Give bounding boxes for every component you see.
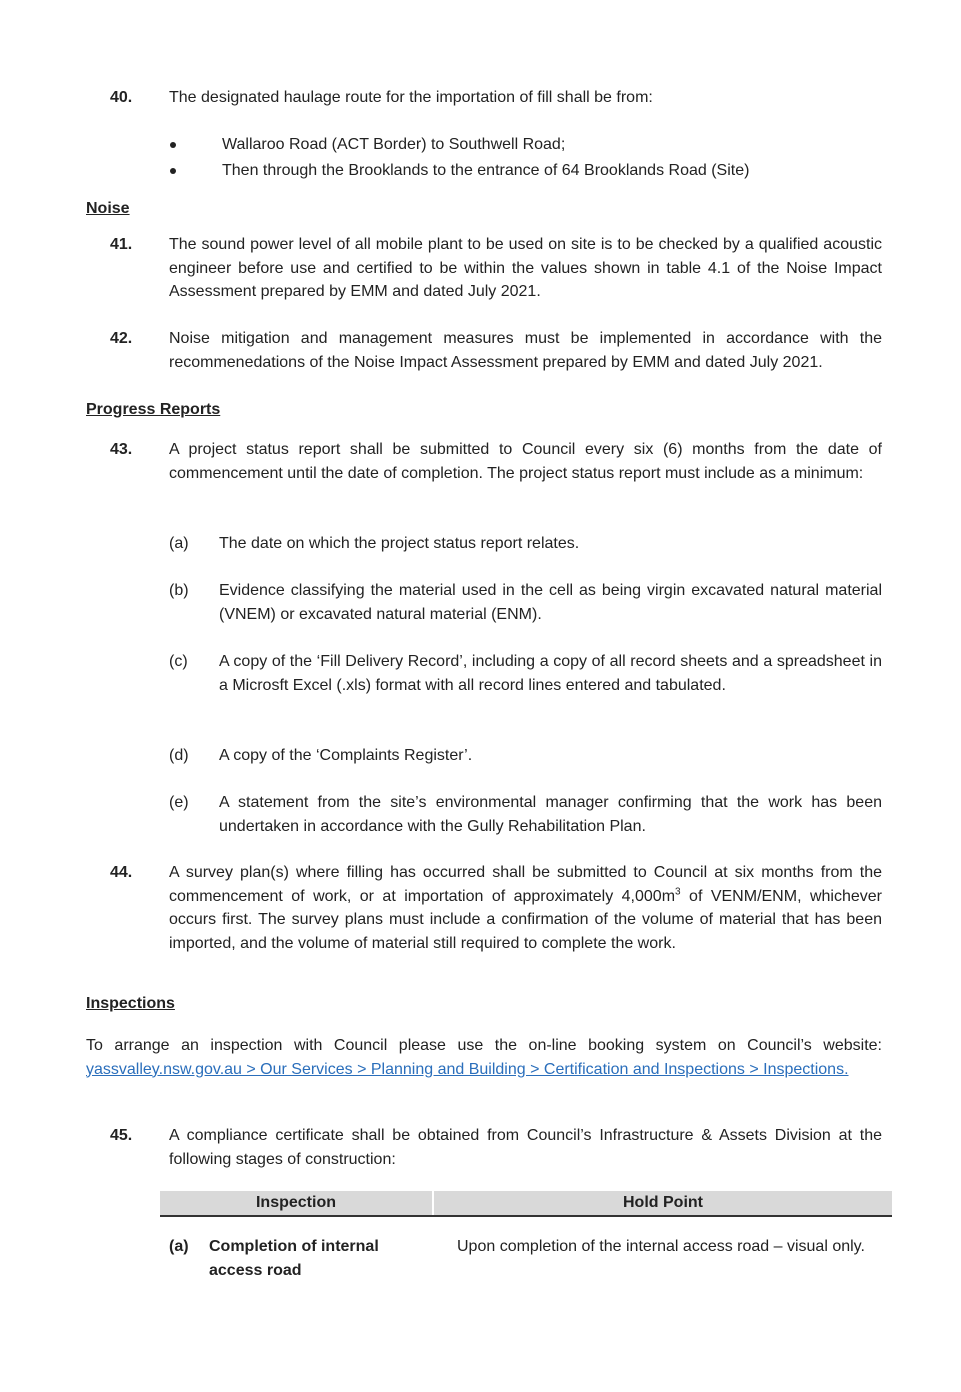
item-45-text: A compliance certificate shall be obtained from Council’s Infrastructure & Assets Division at the following stages of construction: [169,1127,882,1168]
item-40-number: 40. [110,89,133,106]
inspections-intro-text: To arrange an inspection with Council please use the on-line booking system on Council’s website: [86,1037,882,1054]
item-42-text: Noise mitigation and management measures must be implemented in accordance with the recommenedations of the Noise Impact Assessment prepared by EMM and dated July 2021. [169,330,882,371]
sub-item-text: A copy of the ‘Complaints Register’. [219,747,473,764]
table-row-inspection: Completion of internal access road [209,1238,379,1279]
cubic-superscript: 3 [675,886,681,898]
item-40-text: The designated haulage route for the importation of fill shall be from: [169,89,653,106]
sub-item-text: A statement from the site’s environmental manager confirming that the work has been undertaken in accordance with the Gully Rehabilitation Plan. [219,794,882,835]
table-row-label: (a) [169,1238,189,1255]
table-header-inspection: Inspection [160,1191,432,1215]
item-45-number: 45. [110,1127,133,1144]
sub-item-label: (e) [169,794,189,811]
noise-heading: Noise [86,200,130,217]
item-43-number: 43. [110,441,133,458]
item-42-number: 42. [110,330,133,347]
bullet-icon [170,168,176,174]
haulage-route-bullet-2: Then through the Brooklands to the entrance of 64 Brooklands Road (Site) [222,162,750,179]
table-header-rule [160,1215,892,1217]
inspections-heading: Inspections [86,995,175,1012]
item-43-text: A project status report shall be submitted to Council every six (6) months from the date of commencement until the date of completion. The project status report must include as a minimum: [169,441,882,482]
sub-item-text: The date on which the project status report relates. [219,535,580,552]
progress-reports-heading: Progress Reports [86,401,221,418]
sub-item-label: (a) [169,535,189,552]
item-41-number: 41. [110,236,133,253]
sub-item-label: (b) [169,582,189,599]
table-header-hold-point: Hold Point [434,1191,892,1215]
haulage-route-bullet-1: Wallaroo Road (ACT Border) to Southwell Road; [222,136,566,153]
inspections-booking-link[interactable]: yassvalley.nsw.gov.au > Our Services > Planning and Building > Certification and Inspections > Inspections. [86,1060,849,1078]
sub-item-text: Evidence classifying the material used in the cell as being virgin excavated natural material (VNEM) or excavated natural material (ENM). [219,582,882,623]
item-44-text-before: A survey plan(s) where filling has occurred shall be submitted to Council at six months from the commencement of work, or at importation of approximately 4,000m [169,864,882,905]
sub-item-text: A copy of the ‘Fill Delivery Record’, including a copy of all record sheets and a spreadsheet in a Microsft Excel (.xls) format with all record lines entered and tabulated. [219,653,882,694]
sub-item-label: (c) [169,653,188,670]
item-44-text [169,861,882,955]
sub-item-label: (d) [169,747,189,764]
item-41-text: The sound power level of all mobile plant to be used on site is to be checked by a qualified acoustic engineer before use and certified to be within the values shown in table 4.1 of the Noise Impact Assessment prepared by EMM and dated July 2021. [169,236,882,300]
inspections-intro [86,1034,882,1081]
table-row-hold-point: Upon completion of the internal access road – visual only. [457,1238,865,1255]
item-44-number: 44. [110,864,133,881]
item-44-text-after: of VENM/ENM, whichever occurs first. The survey plans must include a confirmation of the volume of material that has been imported, and the volume of material still required to complete the work. [169,887,882,952]
bullet-icon [170,142,176,148]
